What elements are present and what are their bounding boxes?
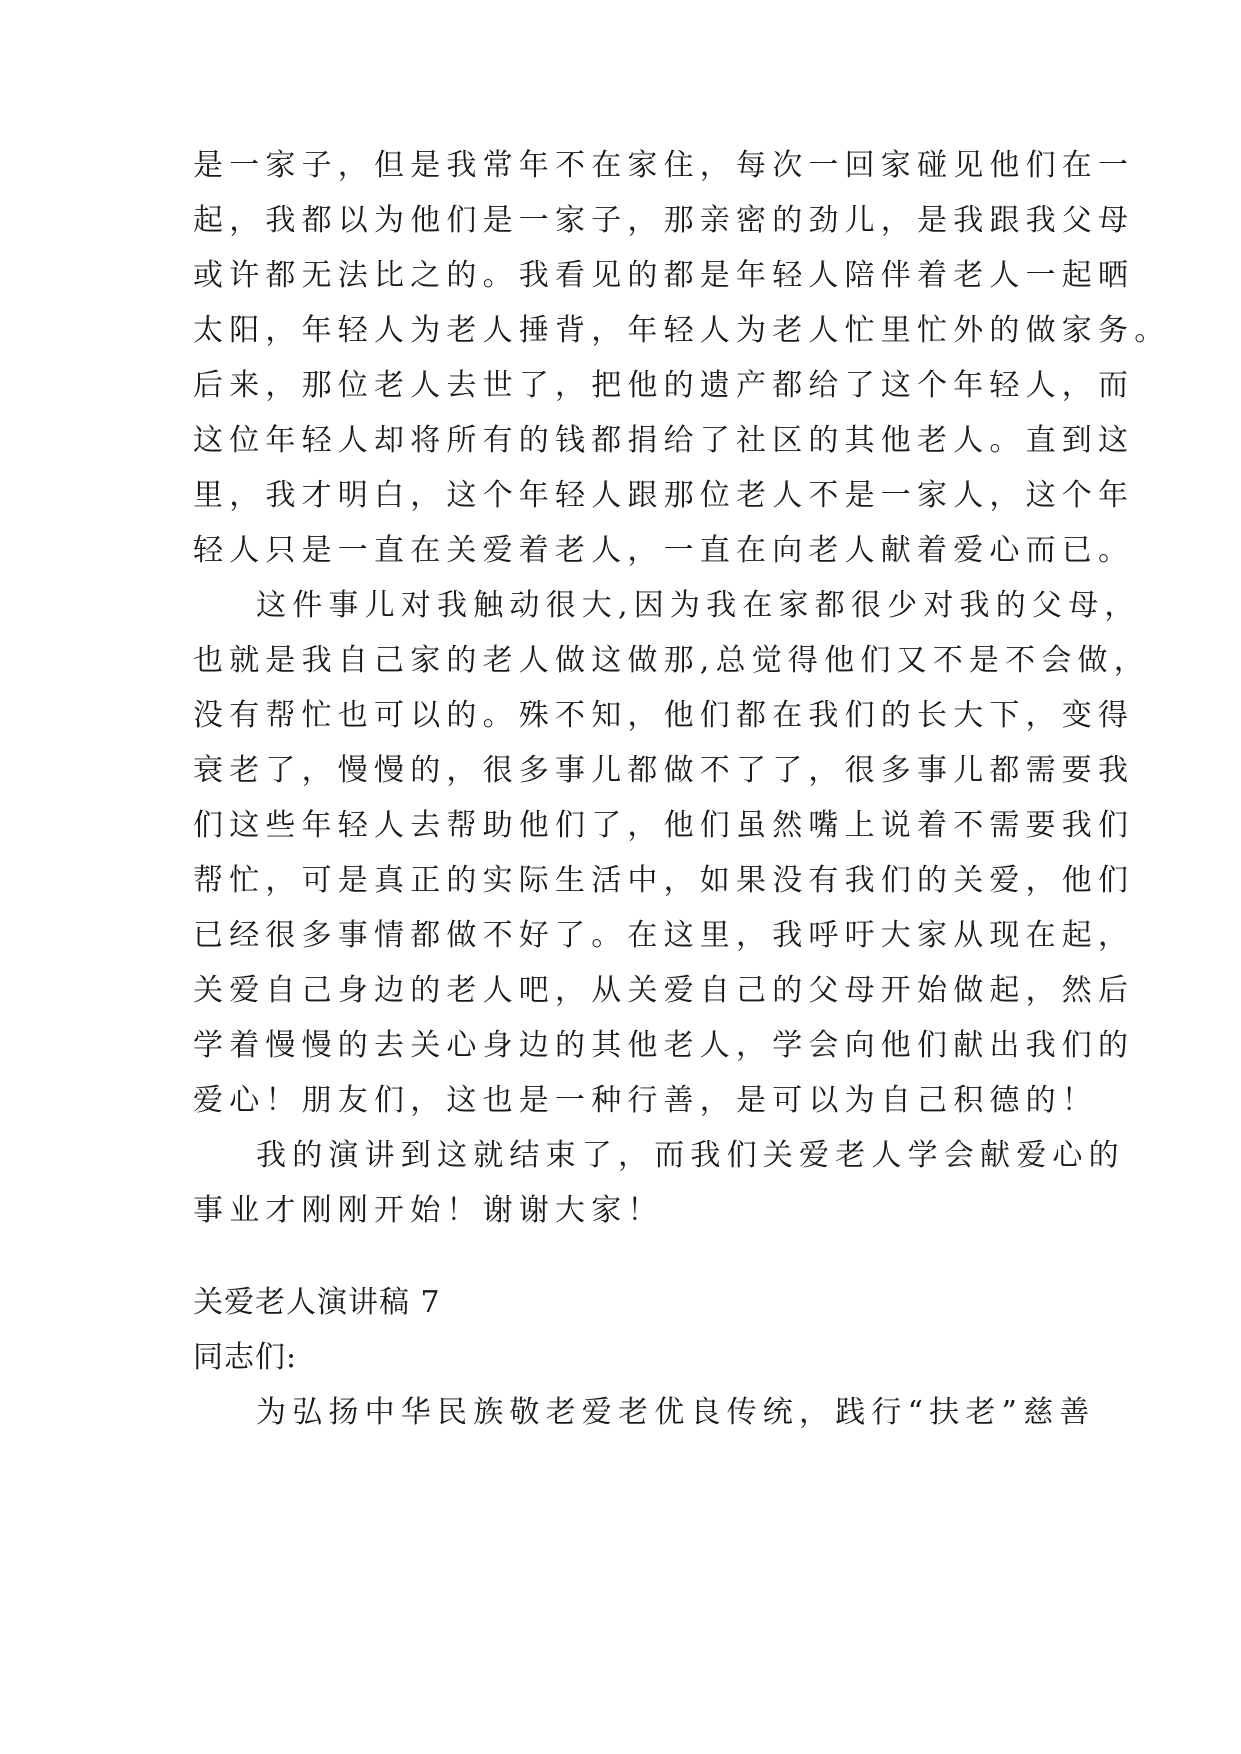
paragraph-1-line: 起，我都以为他们是一家子，那亲密的劲儿，是我跟我父母 bbox=[193, 203, 1135, 238]
paragraph-1-line: 太阳，年轻人为老人捶背，年轻人为老人忙里忙外的做家务。 bbox=[193, 313, 1171, 348]
paragraph-2-line: 衰老了，慢慢的，很多事儿都做不了了，很多事儿都需要我 bbox=[193, 753, 1135, 788]
paragraph-2-line: 也就是我自己家的老人做这做那,总觉得他们又不是不会做， bbox=[193, 643, 1150, 678]
paragraph-2-line: 没有帮忙也可以的。殊不知，他们都在我们的长大下，变得 bbox=[193, 698, 1135, 733]
paragraph-1-line: 轻人只是一直在关爱着老人，一直在向老人献着爱心而已。 bbox=[193, 533, 1135, 568]
paragraph-2-line: 这件事儿对我触动很大,因为我在家都很少对我的父母， bbox=[256, 588, 1141, 623]
paragraph-2-line: 们这些年轻人去帮助他们了，他们虽然嘴上说着不需要我们 bbox=[193, 808, 1135, 843]
salutation: 同志们: bbox=[193, 1340, 298, 1375]
paragraph-3-line: 我的演讲到这就结束了，而我们关爱老人学会献爱心的 bbox=[256, 1138, 1125, 1173]
paragraph-2-line: 学着慢慢的去关心身边的其他老人，学会向他们献出我们的 bbox=[193, 1028, 1135, 1063]
paragraph-1-line: 这位年轻人却将所有的钱都捐给了社区的其他老人。直到这 bbox=[193, 423, 1135, 458]
section-title: 关爱老人演讲稿 7 bbox=[193, 1285, 441, 1320]
paragraph-2-line: 帮忙，可是真正的实际生活中，如果没有我们的关爱，他们 bbox=[193, 863, 1135, 898]
paragraph-4-line: 为弘扬中华民族敬老爱老优良传统，践行“扶老”慈善 bbox=[256, 1395, 1096, 1430]
paragraph-2-line: 关爱自己身边的老人吧，从关爱自己的父母开始做起，然后 bbox=[193, 973, 1135, 1008]
paragraph-1-line: 后来，那位老人去世了，把他的遗产都给了这个年轻人，而 bbox=[193, 368, 1135, 403]
paragraph-1-line: 是一家子，但是我常年不在家住，每次一回家碰见他们在一 bbox=[193, 148, 1135, 183]
paragraph-2-line: 爱心！朋友们，这也是一种行善，是可以为自己积德的！ bbox=[193, 1083, 1098, 1118]
paragraph-1-line: 里，我才明白，这个年轻人跟那位老人不是一家人，这个年 bbox=[193, 478, 1135, 513]
paragraph-2-line: 已经很多事情都做不好了。在这里，我呼吁大家从现在起， bbox=[193, 918, 1135, 953]
paragraph-1-line: 或许都无法比之的。我看见的都是年轻人陪伴着老人一起晒 bbox=[193, 258, 1135, 293]
paragraph-3-line: 事业才刚刚开始！谢谢大家！ bbox=[193, 1193, 664, 1228]
